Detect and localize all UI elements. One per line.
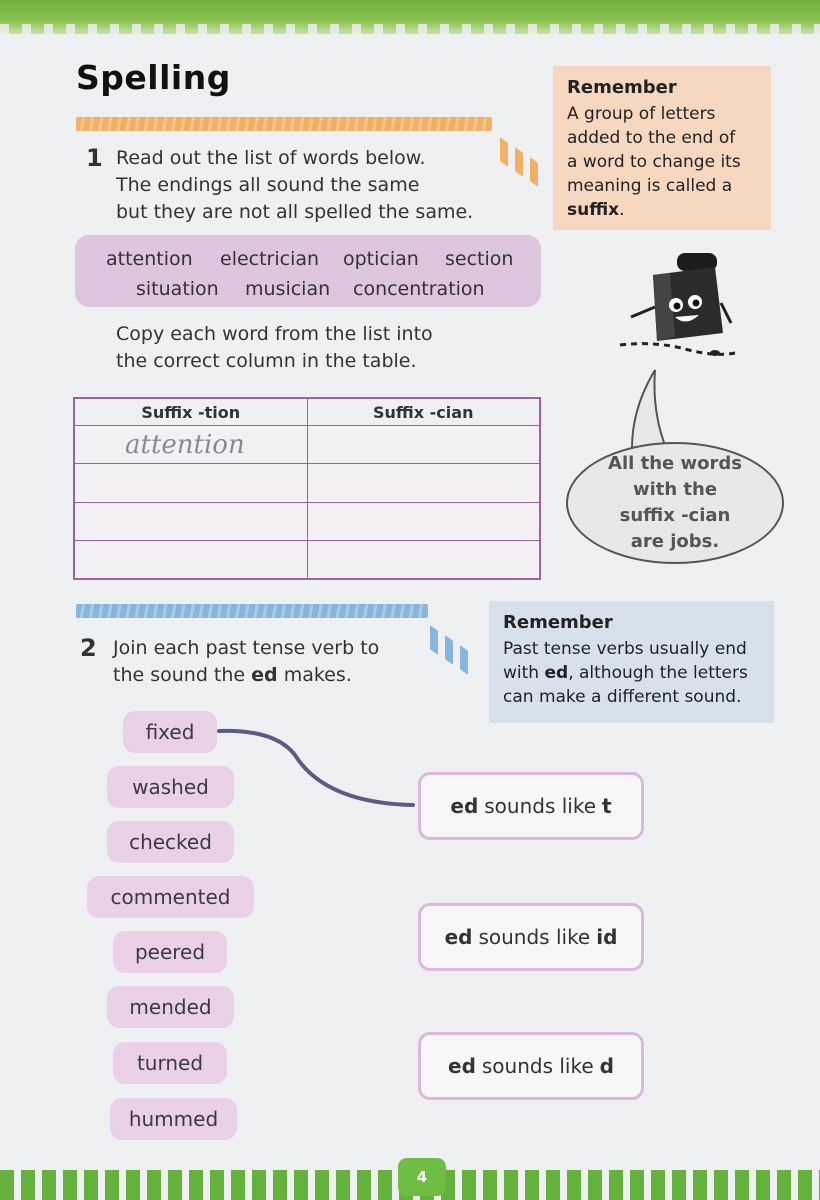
verb-chip[interactable]: turned: [113, 1042, 227, 1084]
sound-text: sounds like: [481, 1054, 594, 1078]
instruction-line: but they are not all spelled the same.: [116, 201, 474, 223]
instruction-line: Copy each word from the list into: [116, 323, 433, 345]
table-cell[interactable]: [307, 502, 540, 540]
word-item: section: [445, 248, 514, 270]
table-cell[interactable]: [74, 502, 307, 540]
question-1-number: 1: [86, 144, 103, 172]
orange-dash: [530, 157, 538, 187]
drawn-line-annotation: [215, 725, 420, 810]
blue-dash: [430, 625, 438, 655]
word-item: concentration: [353, 278, 485, 300]
sound-letter: t: [602, 794, 612, 818]
verb-chip[interactable]: peered: [113, 931, 227, 973]
orange-dash: [515, 147, 523, 177]
question-2-instructions: [113, 635, 379, 689]
remember-period: .: [619, 200, 625, 220]
top-green-border: [0, 0, 820, 34]
remember-text: , although the letters: [568, 663, 748, 683]
remember-line: a word to change its: [567, 152, 741, 172]
copy-instructions: [116, 321, 433, 375]
table-cell[interactable]: [74, 464, 307, 502]
instruction-text: the sound the: [113, 664, 252, 686]
verb-chip[interactable]: washed: [107, 766, 234, 808]
word-list-box: [75, 235, 541, 307]
suffix-table: [73, 397, 541, 580]
speech-bubble-tail: [628, 368, 668, 450]
page-title: Spelling: [76, 58, 231, 97]
word-item: electrician: [220, 248, 320, 270]
ink-weight-character-icon: [615, 245, 740, 370]
sound-bold: ed: [448, 1054, 476, 1078]
sound-box-d[interactable]: [418, 1032, 644, 1100]
remember-line: can make a different sound.: [503, 687, 742, 707]
table-cell[interactable]: [307, 540, 540, 579]
instruction-text: makes.: [277, 664, 352, 686]
question-1-instructions: [116, 145, 473, 226]
bubble-line: suffix -cian: [619, 505, 731, 526]
blue-divider: [76, 604, 428, 618]
bubble-line: with the: [632, 479, 718, 500]
remember-term: suffix: [567, 200, 620, 220]
sound-text: sounds like: [478, 925, 591, 949]
word-item: optician: [343, 248, 419, 270]
table-cell[interactable]: [307, 426, 540, 464]
bubble-line: are jobs.: [630, 531, 720, 552]
verb-chip[interactable]: checked: [107, 821, 234, 863]
remember-line: Past tense verbs usually end: [503, 639, 747, 659]
sound-bold: ed: [444, 925, 473, 949]
sound-letter: id: [596, 925, 618, 949]
verb-chip[interactable]: commented: [87, 876, 254, 918]
remember-text: with: [503, 663, 545, 683]
instruction-line: Join each past tense verb to: [113, 637, 380, 659]
remember-box-suffix: [553, 66, 771, 230]
bubble-line: All the words: [608, 453, 742, 474]
remember-line: A group of letters: [567, 104, 716, 124]
word-item: musician: [245, 278, 331, 300]
orange-dash: [500, 137, 508, 167]
table-cell[interactable]: [307, 464, 540, 502]
table-cell[interactable]: attention: [74, 426, 307, 464]
verb-chip[interactable]: mended: [107, 986, 234, 1028]
sound-box-t[interactable]: [418, 772, 644, 840]
word-item: situation: [136, 278, 219, 300]
column-header-cian: Suffix -cian: [307, 398, 540, 426]
sound-text: sounds like: [484, 794, 597, 818]
speech-bubble: [566, 442, 784, 564]
table-cell[interactable]: [74, 540, 307, 579]
page-number: 4: [398, 1158, 446, 1196]
sound-bold: ed: [450, 794, 479, 818]
blue-dash: [460, 645, 468, 675]
sound-letter: d: [599, 1054, 614, 1078]
remember-bold: ed: [544, 663, 569, 683]
word-item: attention: [106, 248, 193, 270]
instruction-line: Read out the list of words below.: [116, 147, 426, 169]
remember-heading: Remember: [503, 612, 613, 633]
column-header-tion: Suffix -tion: [74, 398, 307, 426]
verb-chip[interactable]: hummed: [110, 1098, 237, 1140]
remember-heading: Remember: [567, 77, 677, 98]
instruction-line: The endings all sound the same: [116, 174, 420, 196]
remember-box-past-tense: [489, 601, 774, 723]
remember-line: meaning is called a: [567, 176, 733, 196]
instruction-bold: ed: [251, 664, 278, 686]
orange-divider: [76, 117, 492, 131]
sound-box-id[interactable]: [418, 903, 644, 971]
remember-line: added to the end of: [567, 128, 736, 148]
instruction-line: the correct column in the table.: [116, 350, 417, 372]
blue-dash: [445, 635, 453, 665]
question-2-number: 2: [80, 634, 97, 662]
verb-chip[interactable]: fixed: [123, 711, 217, 753]
